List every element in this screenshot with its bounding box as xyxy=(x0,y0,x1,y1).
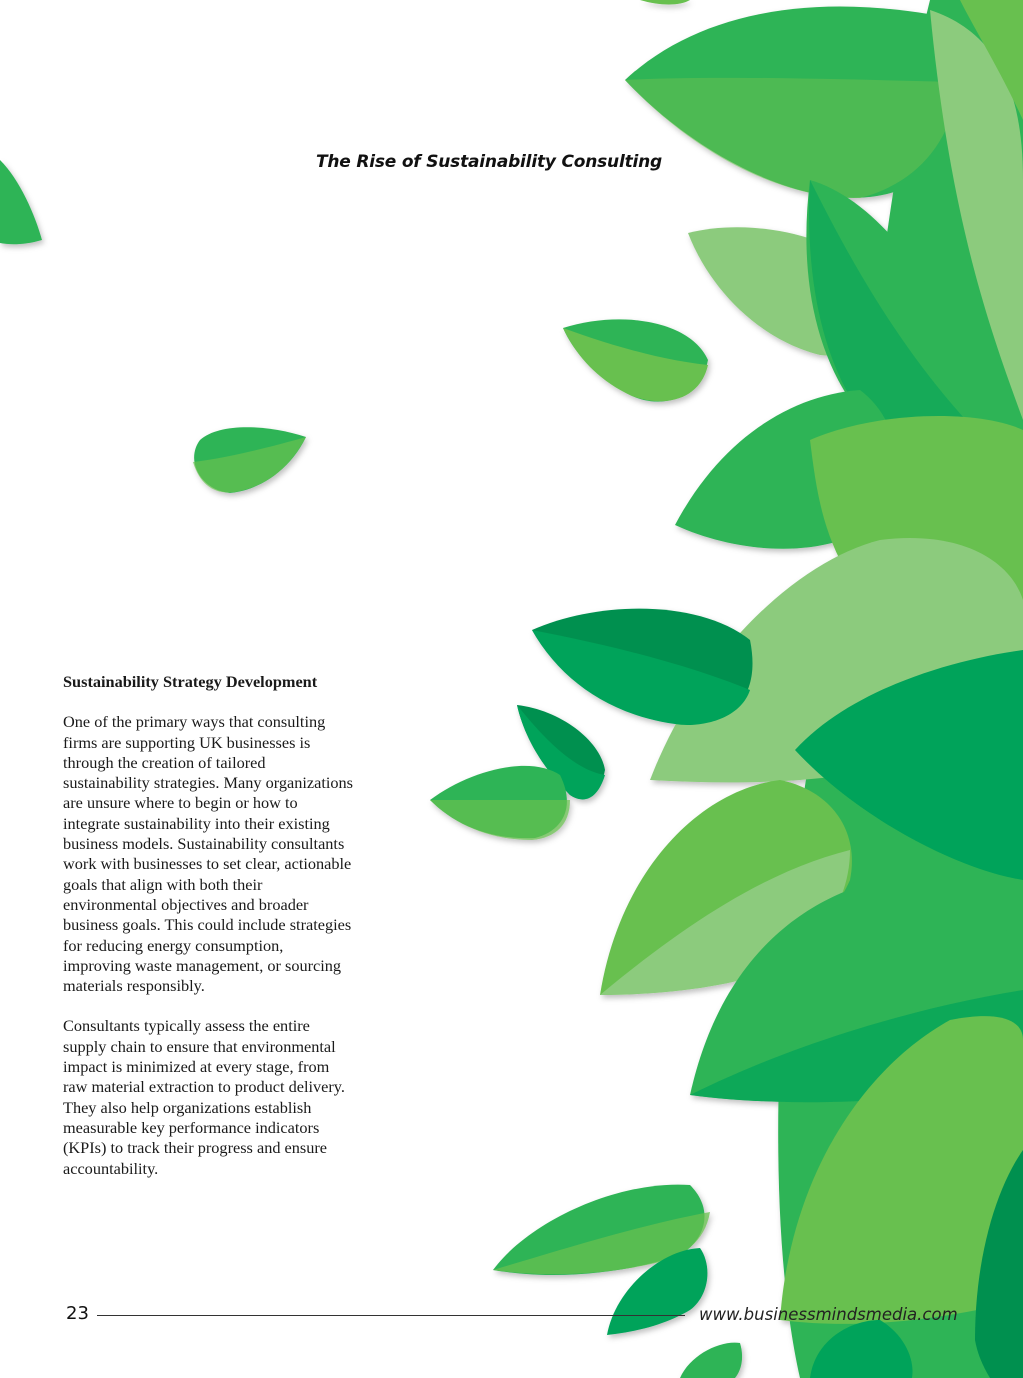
footer-url: www.businessmindsmedia.com xyxy=(699,1305,958,1324)
article-column xyxy=(63,672,353,1199)
article-paragraph: One of the primary ways that consulting firms are supporting UK businesses is through the creation of tailored sustainability strategies. Many organizations are unsure where to begin or how to integrate sustainability into their existing business models. Sustainability consultants work with businesses to set clear, actionable goals that align with both their environmental objectives and broader business goals. This could include strategies for reducing energy consumption, improving waste management, or sourcing materials responsibly. xyxy=(63,712,353,996)
leaf xyxy=(680,1343,742,1378)
section-heading: Sustainability Strategy Development xyxy=(63,672,318,691)
footer-divider xyxy=(97,1315,685,1316)
leaf xyxy=(0,160,42,244)
article-paragraph: Consultants typically assess the entire supply chain to ensure that environmental impact is minimized at every stage, from raw material extraction to product delivery. They also help organizations establish measurable key performance indicators (KPIs) to track their progress and ensure accountability. xyxy=(63,1016,345,1178)
leaf xyxy=(640,0,690,5)
page-title: The Rise of Sustainability Consulting xyxy=(316,152,662,172)
page-number: 23 xyxy=(66,1303,89,1324)
